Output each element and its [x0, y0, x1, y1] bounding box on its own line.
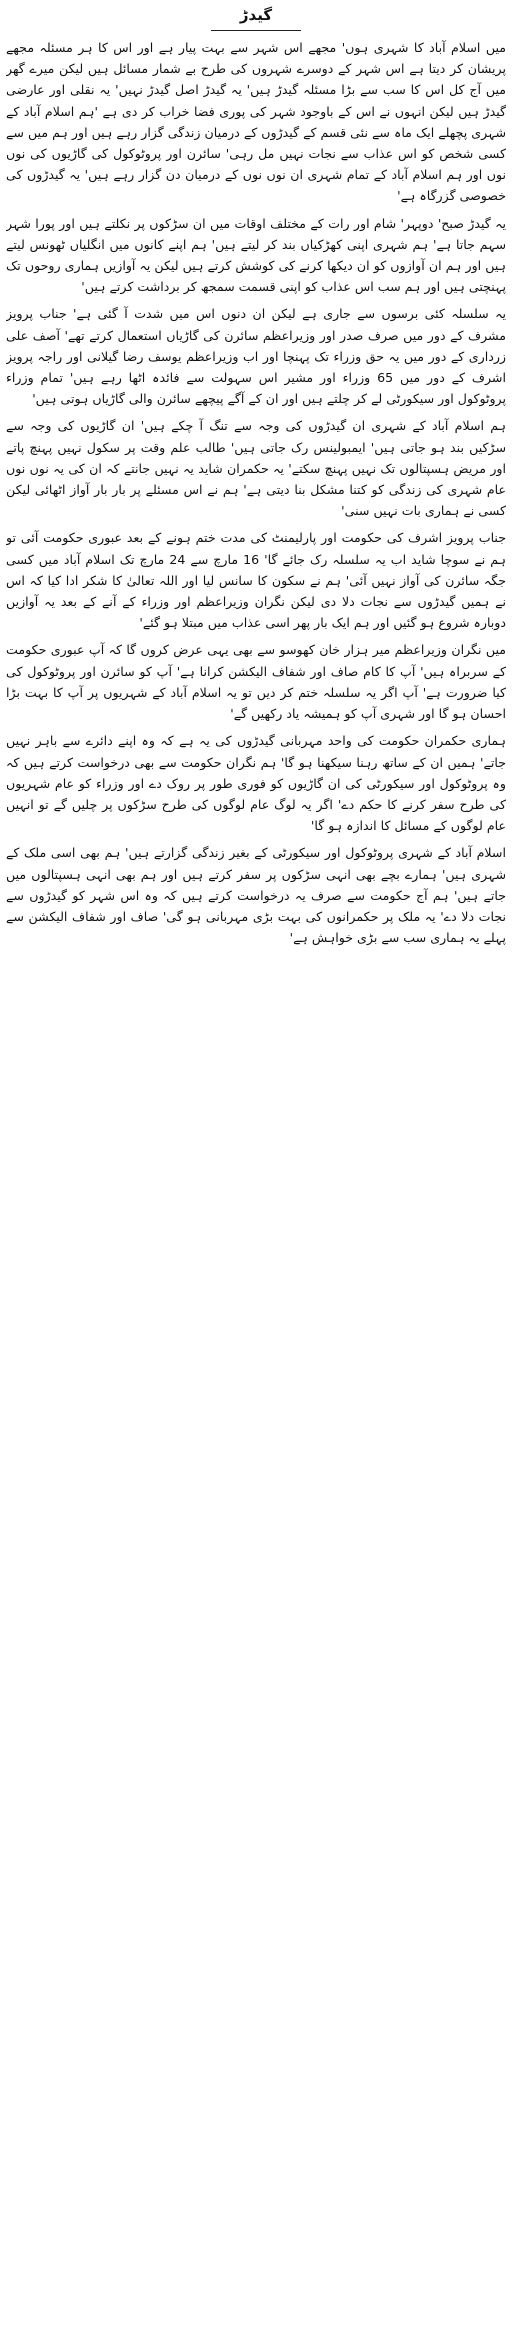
article-paragraph: ہماری حکمران حکومت کی واحد مہربانی گیدڑوں کی یہ ہے کہ وہ اپنے دائرے سے باہر نہیں جاتے' ہمیں ان کے ساتھ رہنا سیکھنا ہو گا' ہم نگران حکومت سے بھی درخواست کرتے ہیں کہ وہ پروٹوکول اور سیکورٹی کی ان گاڑیوں کو فوری طور پر روک دے اور وزراء کو عام شہریوں کی طرح سفر کرنے کا حکم دے' اگر یہ لوگ عام لوگوں کی طرح سڑکوں پر چلیں گے تو انہیں عام لوگوں کے مسائل کا اندازہ ہو گا'	[6, 733, 506, 834]
article-paragraph: ہم اسلام آباد کے شہری ان گیدڑوں کی وجہ سے تنگ آ چکے ہیں' ان گاڑیوں کی وجہ سے سڑکیں بند ہو جاتی ہیں' ایمبولینس رک جاتی ہیں' طالب علم وقت پر سکول نہیں پہنچ پاتے اور مریض ہسپتالوں تک نہیں پہنچ سکتے' یہ حکمران شاید یہ نہیں جانتے کہ ان کی یہ نوں نوں عام شہری کی زندگی کو کتنا مشکل بنا دیتی ہے' ہم نے اس مسئلے پر بار بار آواز اٹھائی لیکن کسی نے ہماری بات نہیں سنی'	[6, 418, 506, 519]
article-headline: گیدڑ	[239, 6, 273, 24]
article-paragraph: جناب پرویز اشرف کی حکومت اور پارلیمنٹ کی مدت ختم ہونے کے بعد عبوری حکومت آئی تو ہم نے سوچا شاید اب یہ سلسلہ رک جائے گا' 16 مارچ سے 24 مارچ تک اسلام آباد میں کسی جگہ سائرن کی آواز نہیں آئی' ہم نے سکون کا سانس لیا اور اللہ تعالیٰ کا شکر ادا کیا کہ اس نے ہمیں گیدڑوں سے نجات دلا دی لیکن نگران وزیراعظم اور وزراء کے آنے کے بعد یہ آوازیں دوبارہ شروع ہو گئیں اور ہم ایک بار پھر اسی عذاب میں مبتلا ہو گئے'	[6, 530, 506, 631]
article-paragraph: یہ گیدڑ صبح' دوپہر' شام اور رات کے مختلف اوقات میں ان سڑکوں پر نکلتے ہیں اور پورا شہر سہم جاتا ہے' ہم شہری اپنی کھڑکیاں بند کر لیتے ہیں' ہم اپنے کانوں میں انگلیاں ٹھونس لیتے ہیں اور ہم ان آوازوں کو ان دیکھا کرنے کی کوشش کرتے ہیں لیکن یہ آوازیں ہماری روحوں تک پہنچتی ہیں اور ہم سب اس عذاب کو اپنی قسمت سمجھ کر برداشت کرتے ہیں'	[6, 215, 506, 295]
article-paragraph: میں نگران وزیراعظم میر ہزار خان کھوسو سے بھی یہی عرض کروں گا کہ آپ عبوری حکومت کے سربراہ ہیں' آپ کا کام صاف اور شفاف الیکشن کرانا ہے' آپ کو سائرن اور پروٹوکول کی کیا ضرورت ہے' آپ اگر یہ سلسلہ ختم کر دیں تو یہ اسلام آباد کے شہریوں پر آپ کا بہت بڑا احسان ہو گا اور شہری آپ کو ہمیشہ یاد رکھیں گے'	[6, 642, 506, 722]
article-paragraph: اسلام آباد کے شہری پروٹوکول اور سیکورٹی کے بغیر زندگی گزارتے ہیں' ہم بھی اسی ملک کے شہری ہیں' ہمارے بچے بھی انہی سڑکوں پر سفر کرتے ہیں اور ہم بھی انہی ہسپتالوں میں جاتے ہیں' ہم آج حکومت سے صرف یہ درخواست کرتے ہیں کہ وہ اس شہر کو گیدڑوں سے نجات دلا دے' یہ ملک پر حکمرانوں کی بہت بڑی مہربانی ہو گی' صاف اور شفاف الیکشن سے پہلے یہ ہماری سب سے بڑی خواہش ہے'	[6, 845, 506, 946]
article-paragraph: میں اسلام آباد کا شہری ہوں' مجھے اس شہر سے بہت پیار ہے اور اس کا ہر مسئلہ مجھے پریشان کر دیتا ہے اس شہر کے دوسرے شہروں کی طرح بے شمار مسائل ہیں لیکن میرے گھر میں آج کل اس کا سب سے بڑا مسئلہ گیدڑ ہیں' یہ گیدڑ اصل گیدڑ نہیں' یہ نقلی اور عارضی گیدڑ ہیں لیکن انہوں نے اس کے باوجود شہر کی پوری فضا خراب کر دی ہے 'ہم اسلام آباد کے شہری پچھلے ایک ماہ سے نئی قسم کے گیدڑوں کے درمیان زندگی گزار رہے ہیں اور ہم میں سے کسی شخص کو اس عذاب سے نجات نہیں مل رہی' سائرن اور پروٹوکول کی گاڑیوں کی نوں نوں اور ہم اسلام آباد کے تمام شہری ان نوں نوں کے درمیان دن گزار رہے ہیں' یہ گیدڑوں کی خصوصی گزرگاہ ہے'	[6, 40, 506, 204]
headline-underline	[211, 30, 301, 31]
article-paragraph: یہ سلسلہ کئی برسوں سے جاری ہے لیکن ان دنوں اس میں شدت آ گئی ہے' جناب پرویز مشرف کے دور میں صرف صدر اور وزیراعظم سائرن کی گاڑیاں استعمال کرتے تھے' آصف علی زرداری کے دور میں یہ حق وزراء تک پہنچا اور اب وزیراعظم یوسف رضا گیلانی اور راجہ پرویز اشرف کے دور میں 65 وزراء اور مشیر اس سہولت سے فائدہ اٹھا رہے ہیں' تمام وزراء پروٹوکول اور سیکورٹی لے کر چلتے ہیں اور ان کے آگے پیچھے سائرن والی گاڑیاں ہوتی ہیں'	[6, 306, 506, 407]
article-column	[6, 0, 506, 2327]
article-body	[6, 37, 506, 948]
